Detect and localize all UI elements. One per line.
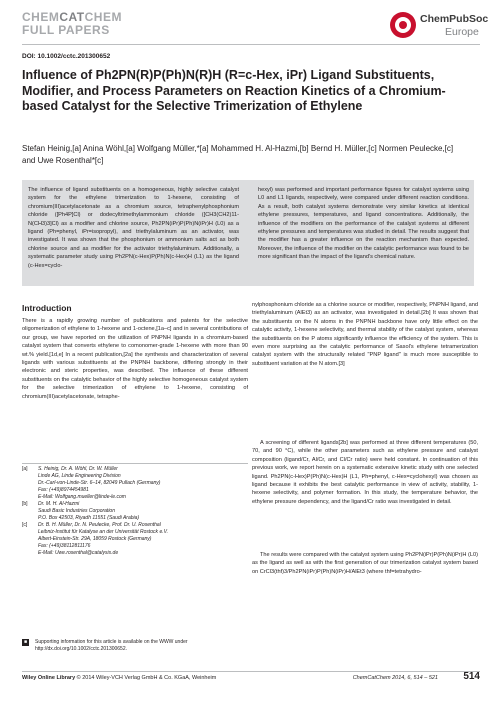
- intro-text-right-2: A screening of different ligands[2b] was performed at three different temperatures (50, 70, and 90 °C), while the other parameters such as ethylene pressure and catalyst composition (ligand/Cr, Al/Cr, and Cl/Cr ratio) were held constant. In continuation of this previous work, we report herein on a systematic extensive kinetic study with one selected ligand. Ph2PN(c-Hex)P(Ph)N(c-Hex)H (L1, Ph=phenyl, c-Hex=cyclohexyl) was chosen as ligand because it exhibits the best catalytic performance in view of activity, stability, 1-hexene selectivity, and polymer formation. In this study, the temperature behavior, the ethylene pressure dependency, and the ligand/Cr ratio was investigated in detail.: [252, 440, 478, 505]
- affiliation-line: Leibniz-Institut für Katalyse an der Universität Rostock e.V.: [38, 529, 168, 535]
- affiliation-line: Linde AG, Linde Engineering Division: [38, 473, 121, 479]
- intro-text-left: There is a rapidly growing number of publications and patents for the selective oligomerization of ethylene to 1-hexene and 1-octene,[1a–c] and in several contributions of our group, we have reported on the utilization of PNPNH ligands in a chromium-based catalyst system that converts ethylene to comonomer-grade 1-hexene with more than 90 wt.% yield.[1d,e] In a recent publication,[2a] the synthesis and characterization of several ligands with various substituents at the PNPNH backbone, differing strongly in their electronic and steric properties, was described. The influence of these different substituents on the catalytic behavior of the highly selective homogeneous catalyst system for the selective trimerization of ethylene to 1-hexene, consisting of chromium(III)acetylacetonate, tetraphe-: [22, 318, 248, 400]
- section-heading-introduction: Introduction: [22, 303, 72, 313]
- affiliation-line: P.O. Box 42503, Riyadh 11551 (Saudi Arabia): [38, 515, 140, 521]
- publisher-region: Europe: [445, 26, 479, 38]
- affiliations: [22, 466, 248, 557]
- affiliation-line: Fax: (+49)8974454981: [38, 487, 89, 493]
- intro-text-right-3: The results were compared with the catalyst system using Ph2PN(iPr)P(Ph)N(iPr)H (L0) as the ligand as well as with the first generation of our trimerization catalyst system based on CrCl3(thf)3/Ph2PN(iPr)P(Ph)N(iPr)H/AlEt3 (where thf=tetrahydro-: [252, 552, 478, 575]
- affiliation-line: S. Heinig, Dr. A. Wöhl, Dr. W. Müller: [38, 466, 118, 472]
- affiliation-b: [22, 501, 248, 522]
- publisher-logo: [390, 10, 489, 42]
- affiliation-tag: [a]: [22, 466, 28, 472]
- section-label: FULL PAPERS: [22, 23, 110, 37]
- supporting-info-icon: ■: [23, 639, 28, 645]
- footer-copyright: [22, 675, 216, 681]
- chempubsoc-logo-icon: [390, 12, 416, 38]
- intro-text-right-1: nylphosphonium chloride as a chlorine source or modifier, respectively, PNPNH ligand, and triethylaluminum (AlEt3) as an activator, was investigated in detail.[2b] It was shown that the substituents on the N atoms in the PNPNH backbone have only little effect on the catalytic activity, 1-hexene selectivity, and thermal stability of the catalyst system, whereas the substituents on the P atoms significantly influence the efficiency of the system. This is even more surprising as the catalytic performance of Sasol's ethylene tetramerization catalyst system with the structurally related "PNP ligand" is much more susceptible to substituent variation at the N atom.[3]: [252, 302, 478, 367]
- affiliation-tag: [b]: [22, 501, 28, 507]
- page-number: 514: [463, 671, 480, 682]
- publisher-name: ChemPubSoc: [420, 13, 489, 25]
- author-list: Stefan Heinig,[a] Anina Wöhl,[a] Wolfgang Müller,*[a] Mohammed H. Al-Hazmi,[b] Bernd H. Müller,[c] Normen Peulecke,[c] and Uwe Rosenthal*[c]: [22, 144, 454, 165]
- doi: DOI: 10.1002/cctc.201300652: [22, 53, 111, 60]
- affiliation-line: Albert-Einstein-Str. 29A, 18059 Rostock (Germany): [38, 536, 152, 542]
- wiley-online-library-link[interactable]: Wiley Online Library: [22, 675, 76, 681]
- affiliation-line: Saudi Basic Industries Corporation: [38, 508, 115, 514]
- abstract-box: [22, 180, 474, 286]
- journal-name-chem-end: CHEM: [84, 10, 122, 24]
- abstract-text-right: hexyl) was performed and important performance figures for catalyst systems using L0 and L1 ligands, respectively, were compared under different reaction conditions. As a result, both catalyst systems demonstrate very similar kinetics at identical ethylene pressures, temperatures, and ligand concentrations. Additionally, the influence of the modifiers on the performance of the catalyst systems at different ethylene pressures and temperatures was studied in detail. The results suggest that the modifier has a greater influence on the reaction mechanism than expected. Moreover, the influence of the modifier on the catalytic performance was found to be more significant than the impact of the ligand's chemical nature.: [258, 187, 469, 261]
- affiliation-c: [22, 522, 248, 557]
- affiliation-line: Dr.-Carl-von-Linde-Str. 6–14, 82049 Pullach (Germany): [38, 480, 161, 486]
- footer-divider: [22, 671, 480, 672]
- affiliation-divider: [22, 463, 248, 464]
- journal-name-cat: CAT: [59, 10, 85, 24]
- affiliation-line: Dr. B. H. Müller, Dr. N. Peulecke, Prof. Dr. U. Rosenthal: [38, 522, 161, 528]
- supporting-info: [22, 639, 248, 653]
- copyright-text: © 2014 Wiley-VCH Verlag GmbH & Co. KGaA, Weinheim: [75, 675, 217, 681]
- journal-name: [22, 11, 122, 23]
- article-title: Influence of Ph2PN(R)P(Ph)N(R)H (R=c-Hex, iPr) Ligand Substituents, Modifier, and Process Parameters on Reaction Kinetics of a Chromium-based Catalyst for the Selective Trimerization of Ethylene: [22, 68, 446, 113]
- affiliation-tag: [c]: [22, 522, 28, 528]
- journal-name-chem: CHEM: [22, 10, 60, 24]
- supporting-info-text[interactable]: Supporting information for this article is available on the WWW under http://dx.doi.org/10.1002/cctc.201300652.: [35, 639, 188, 652]
- affiliation-email[interactable]: E-Mail: Wolfgang.mueller@linde-le.com: [38, 494, 126, 500]
- footer-citation: ChemCatChem 2014, 6, 514 – 521: [352, 675, 438, 681]
- affiliation-line: Fax: (+49)38112811176: [38, 543, 91, 549]
- affiliation-email[interactable]: E-Mail: Uwe.rosenthal@catalysis.de: [38, 550, 119, 556]
- header-divider: [22, 44, 480, 45]
- abstract-text-left: The influence of ligand substituents on a homogeneous, highly selective catalyst system for the ethylene trimerization to 1-hexene, consisting of chromium(III)acetylacetonate as a chromium source, tetraphenylphosphonium chloride ([Ph4P]Cl) or dodecyltrimethylammonium chloride ([CH3(CH2)11-N(CH3)3]Cl) as a modifier and chlorine source, Ph2PN(iPr)P(Ph)N(iPr)H (L0) as a ligand (Ph=phenyl, iPr=isopropyl), and triethylaluminum as an activator, was investigated. It was shown that the phosphonium or ammonium salts act as both chlorine source and as modifier for the activator triethylaluminum. Additionally, a systematic parameter study using Ph2PN(c-Hex)P(Ph)N(c-Hex)H (L1) as the ligand (c-Hex=cyclo-: [28, 187, 239, 269]
- affiliation-line: Dr. M. H. Al-Hazmi: [38, 501, 80, 507]
- affiliation-a: [22, 466, 248, 501]
